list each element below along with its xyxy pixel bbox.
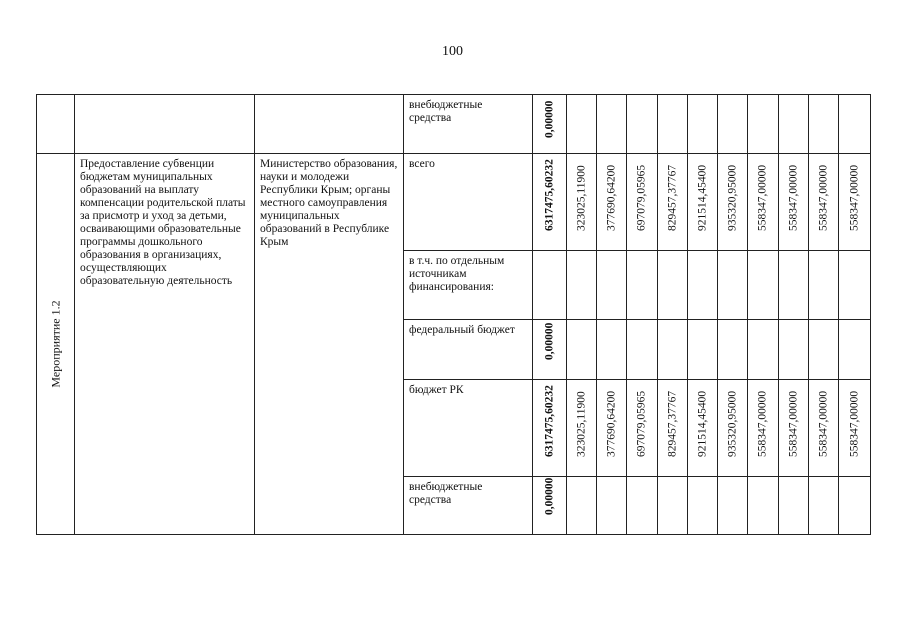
source-cell: бюджет РК <box>404 380 533 477</box>
total-value: 0,00000 <box>543 477 555 515</box>
year-value: 558347,00000 <box>787 164 799 231</box>
year-value: 935320,95000 <box>726 164 738 231</box>
measure-executor: Министерство образования, науки и молодежи Республики Крым; органы местного самоуправления муниципальных образований в Республике Крым <box>260 158 398 248</box>
table-row <box>37 154 871 251</box>
year-value: 697079,05965 <box>635 390 648 457</box>
year-value: 697079,05965 <box>635 164 648 231</box>
year-value: 558347,00000 <box>848 164 860 231</box>
table-row <box>37 95 871 154</box>
total-cell <box>533 95 567 154</box>
measure-executor-cell <box>255 154 404 535</box>
year-value: 921514,45400 <box>696 390 708 457</box>
measure-number-cell <box>37 154 75 535</box>
total-value: 6317475,60232 <box>543 159 555 231</box>
year-value: 558347,00000 <box>756 390 769 457</box>
source-cell: внебюджетные средства <box>404 95 533 154</box>
total-value: 6317475,60232 <box>543 385 555 457</box>
source-cell: внебюджетные средства <box>404 477 533 535</box>
total-value: 0,00000 <box>543 100 555 138</box>
source-cell: всего <box>404 154 533 251</box>
year-value: 829457,37767 <box>666 390 678 457</box>
year-value: 377690,64200 <box>605 164 617 231</box>
budget-table <box>36 94 871 535</box>
year-value: 558347,00000 <box>817 390 829 457</box>
measure-description: Предоставление субвенции бюджетам муниципальных образований на выплату компенсации родительской платы за присмотр и уход за детьми, осваивающими образовательные программы дошкольного образования в организациях, осуществляющих образовательную деятельность <box>80 158 246 287</box>
source-cell: в т.ч. по отдельным источникам финансирования: <box>404 251 533 320</box>
year-value: 921514,45400 <box>696 164 708 231</box>
source-cell: федеральный бюджет <box>404 320 533 380</box>
year-value: 323025,11900 <box>575 165 587 231</box>
total-value: 0,00000 <box>543 322 555 360</box>
measure-description-cell <box>75 154 255 535</box>
year-value: 558347,00000 <box>787 390 799 457</box>
year-value: 829457,37767 <box>666 164 678 231</box>
page-number: 100 <box>442 44 463 59</box>
year-value: 558347,00000 <box>756 164 769 231</box>
year-value: 558347,00000 <box>817 164 829 231</box>
year-value: 323025,11900 <box>575 391 587 457</box>
year-value: 935320,95000 <box>726 390 738 457</box>
year-value: 558347,00000 <box>848 390 860 457</box>
year-value: 377690,64200 <box>605 390 617 457</box>
measure-number: Мероприятие 1.2 <box>48 300 62 388</box>
